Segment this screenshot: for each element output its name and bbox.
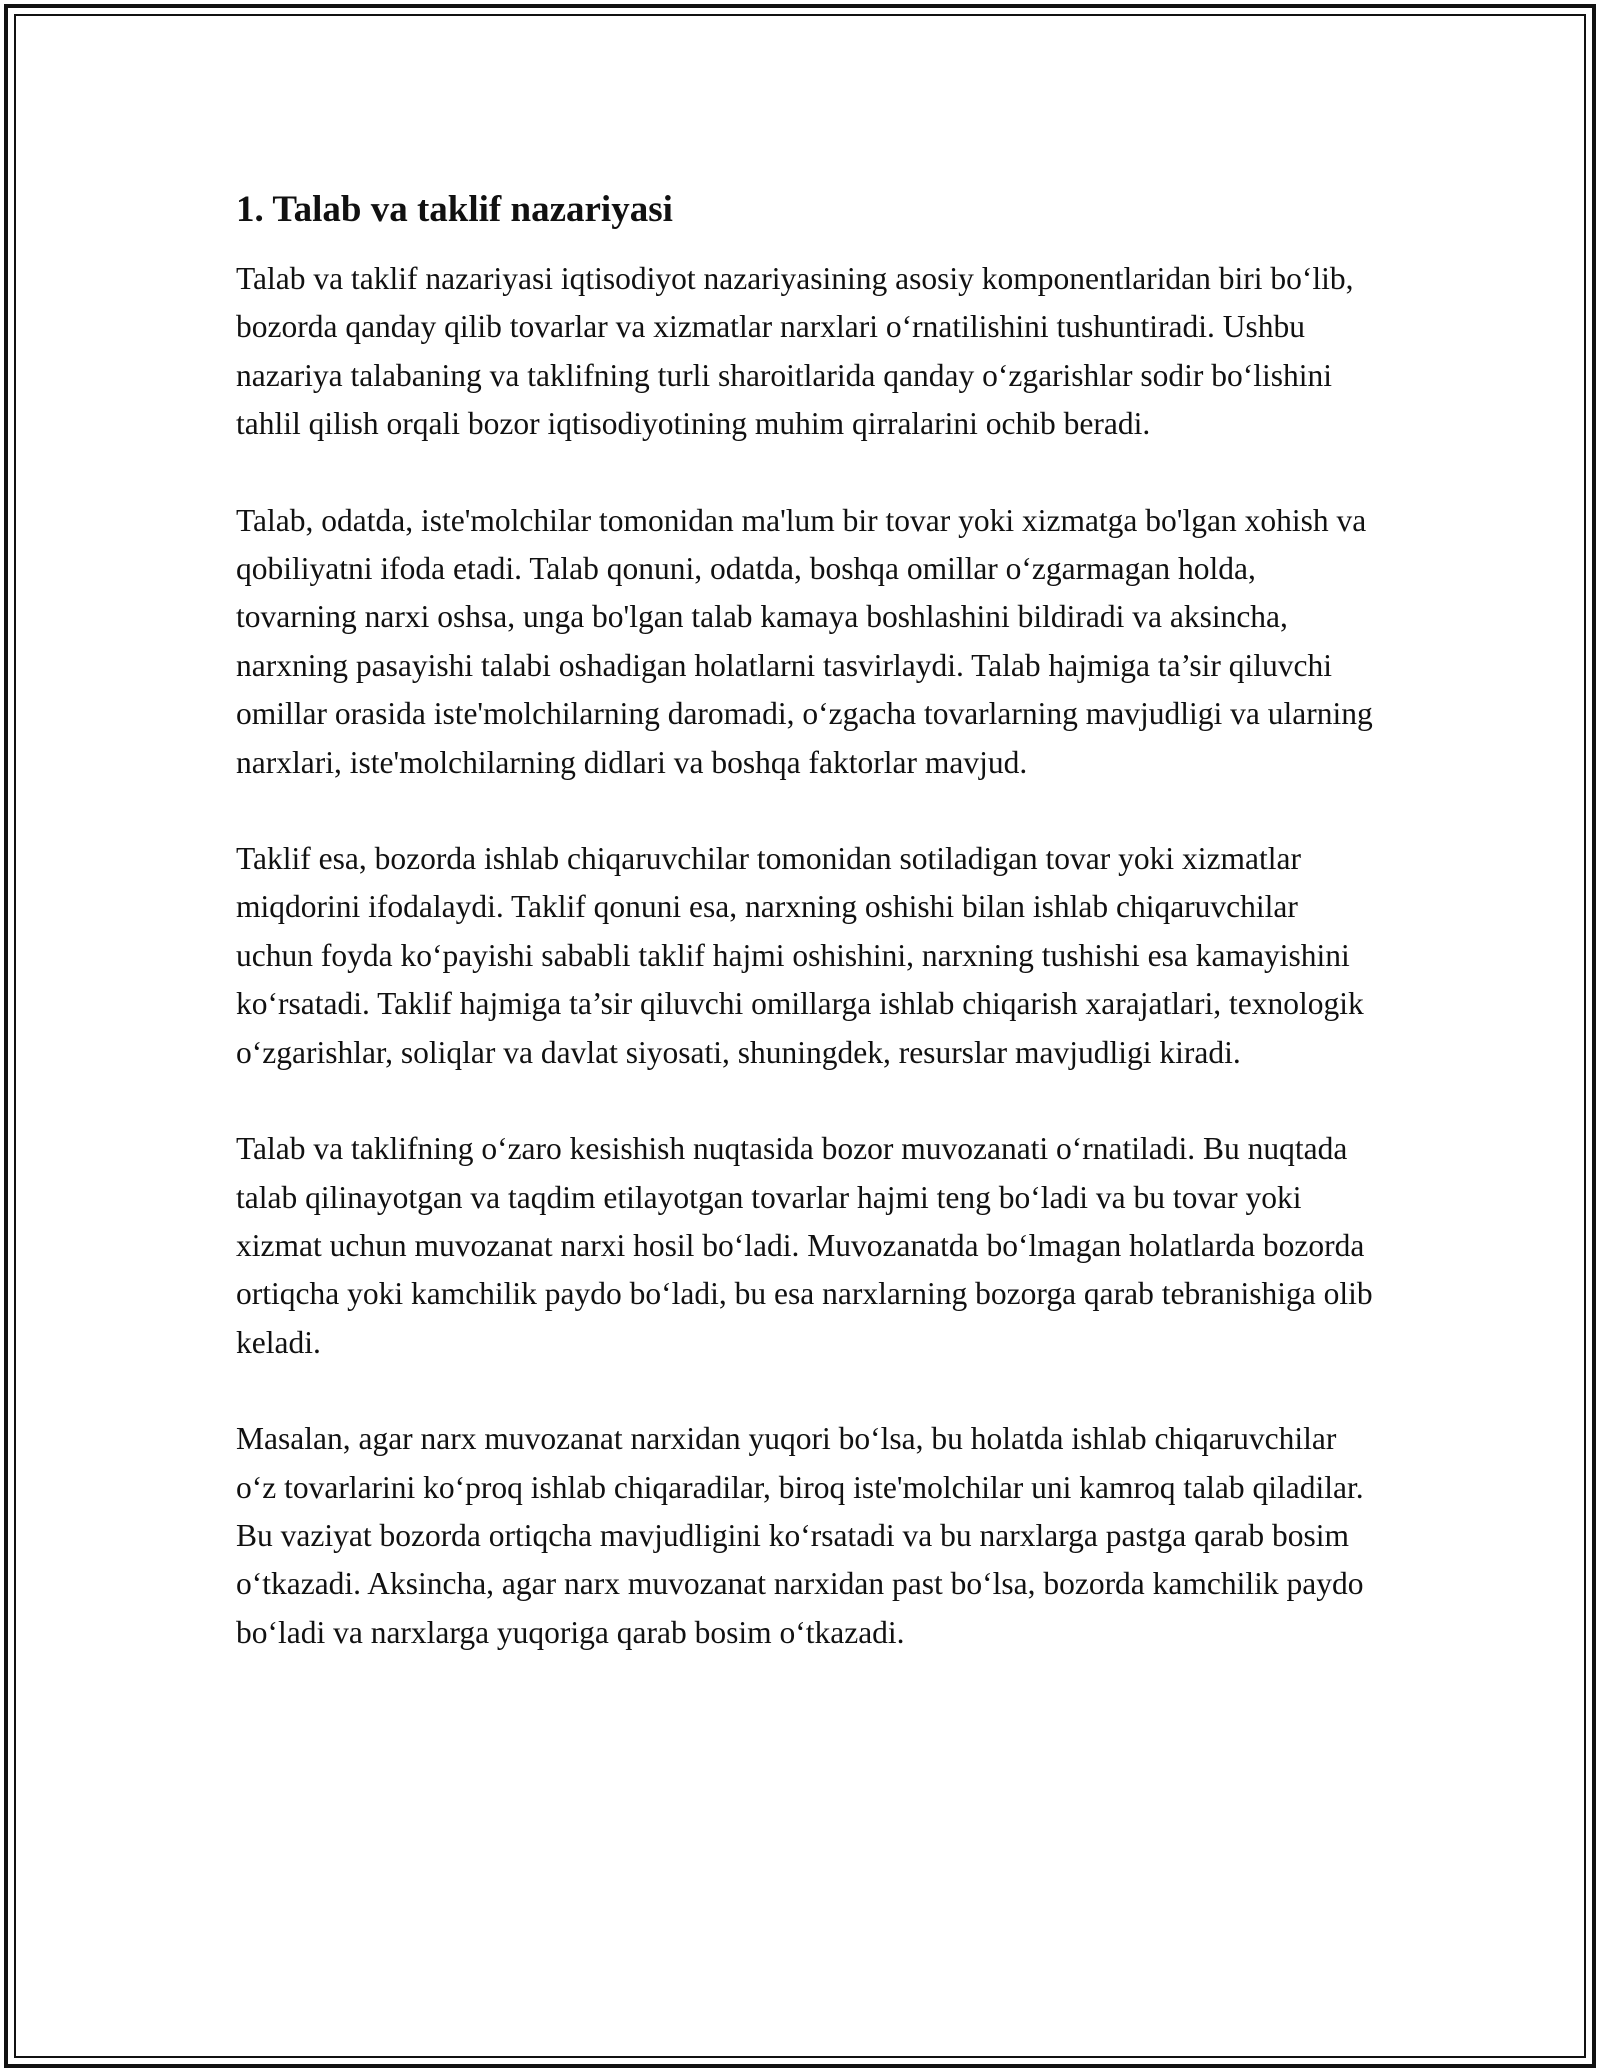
paragraph-supply: Taklif esa, bozorda ishlab chiqaruvchilar tomonidan sotiladigan tovar yoki xizmatlar miqdorini ifodalaydi. Taklif qonuni esa, narxning oshishi bilan ishlab chiqaruvchilar uchun foyda koʻpayishi sababli taklif hajmi oshishini, narxning tushishi esa kamayishini koʻrsatadi. Taklif hajmiga ta’sir qiluvchi omillarga ishlab chiqarish xarajatlari, texnologik oʻzgarishlar, soliqlar va davlat siyosati, shuningdek, resurslar mavjudligi kiradi. — [236, 841, 1364, 1070]
paragraph-equilibrium: Talab va taklifning oʻzaro kesishish nuqtasida bozor muvozanati oʻrnatiladi. Bu nuqtada talab qilinayotgan va taqdim etilayotgan tovarlar hajmi teng boʻladi va bu tovar yoki xizmat uchun muvozanat narxi hosil boʻladi. Muvozanatda boʻlmagan holatlarda bozorda ortiqcha yoki kamchilik paydo boʻladi, bu esa narxlarning bozorga qarab tebranishiga olib keladi. — [236, 1131, 1373, 1360]
document-body — [236, 185, 1376, 1657]
document-title: 1. Talab va taklif nazariyasi — [236, 189, 673, 230]
paragraph-example: Masalan, agar narx muvozanat narxidan yuqori boʻlsa, bu holatda ishlab chiqaruvchilar oʻz tovarlarini koʻproq ishlab chiqaradilar, biroq iste'molchilar uni kamroq talab qiladilar. Bu vaziyat bozorda ortiqcha mavjudligini koʻrsatadi va bu narxlarga pastga qarab bosim oʻtkazadi. Aksincha, agar narx muvozanat narxidan past boʻlsa, bozorda kamchilik paydo boʻladi va narxlarga yuqoriga qarab bosim oʻtkazadi. — [236, 1421, 1364, 1650]
paragraph-demand: Talab, odatda, iste'molchilar tomonidan ma'lum bir tovar yoki xizmatga bo'lgan xohish va qobiliyatni ifoda etadi. Talab qonuni, odatda, boshqa omillar oʻzgarmagan holda, tovarning narxi oshsa, unga bo'lgan talab kamaya boshlashini bildiradi va aksincha, narxning pasayishi talabi oshadigan holatlarni tasvirlaydi. Talab hajmiga ta’sir qiluvchi omillar orasida iste'molchilarning daromadi, oʻzgacha tovarlarning mavjudligi va ularning narxlari, iste'molchilarning didlari va boshqa faktorlar mavjud. — [236, 502, 1373, 780]
paragraph-intro: Talab va taklif nazariyasi iqtisodiyot nazariyasining asosiy komponentlaridan biri boʻlib, bozorda qanday qilib tovarlar va xizmatlar narxlari oʻrnatilishini tushuntiradi. Ushbu nazariya talabaning va taklifning turli sharoitlarida qanday oʻzgarishlar sodir boʻlishini tahlil qilish orqali bozor iqtisodiyotining muhim qirralarini ochib beradi. — [236, 261, 1354, 442]
